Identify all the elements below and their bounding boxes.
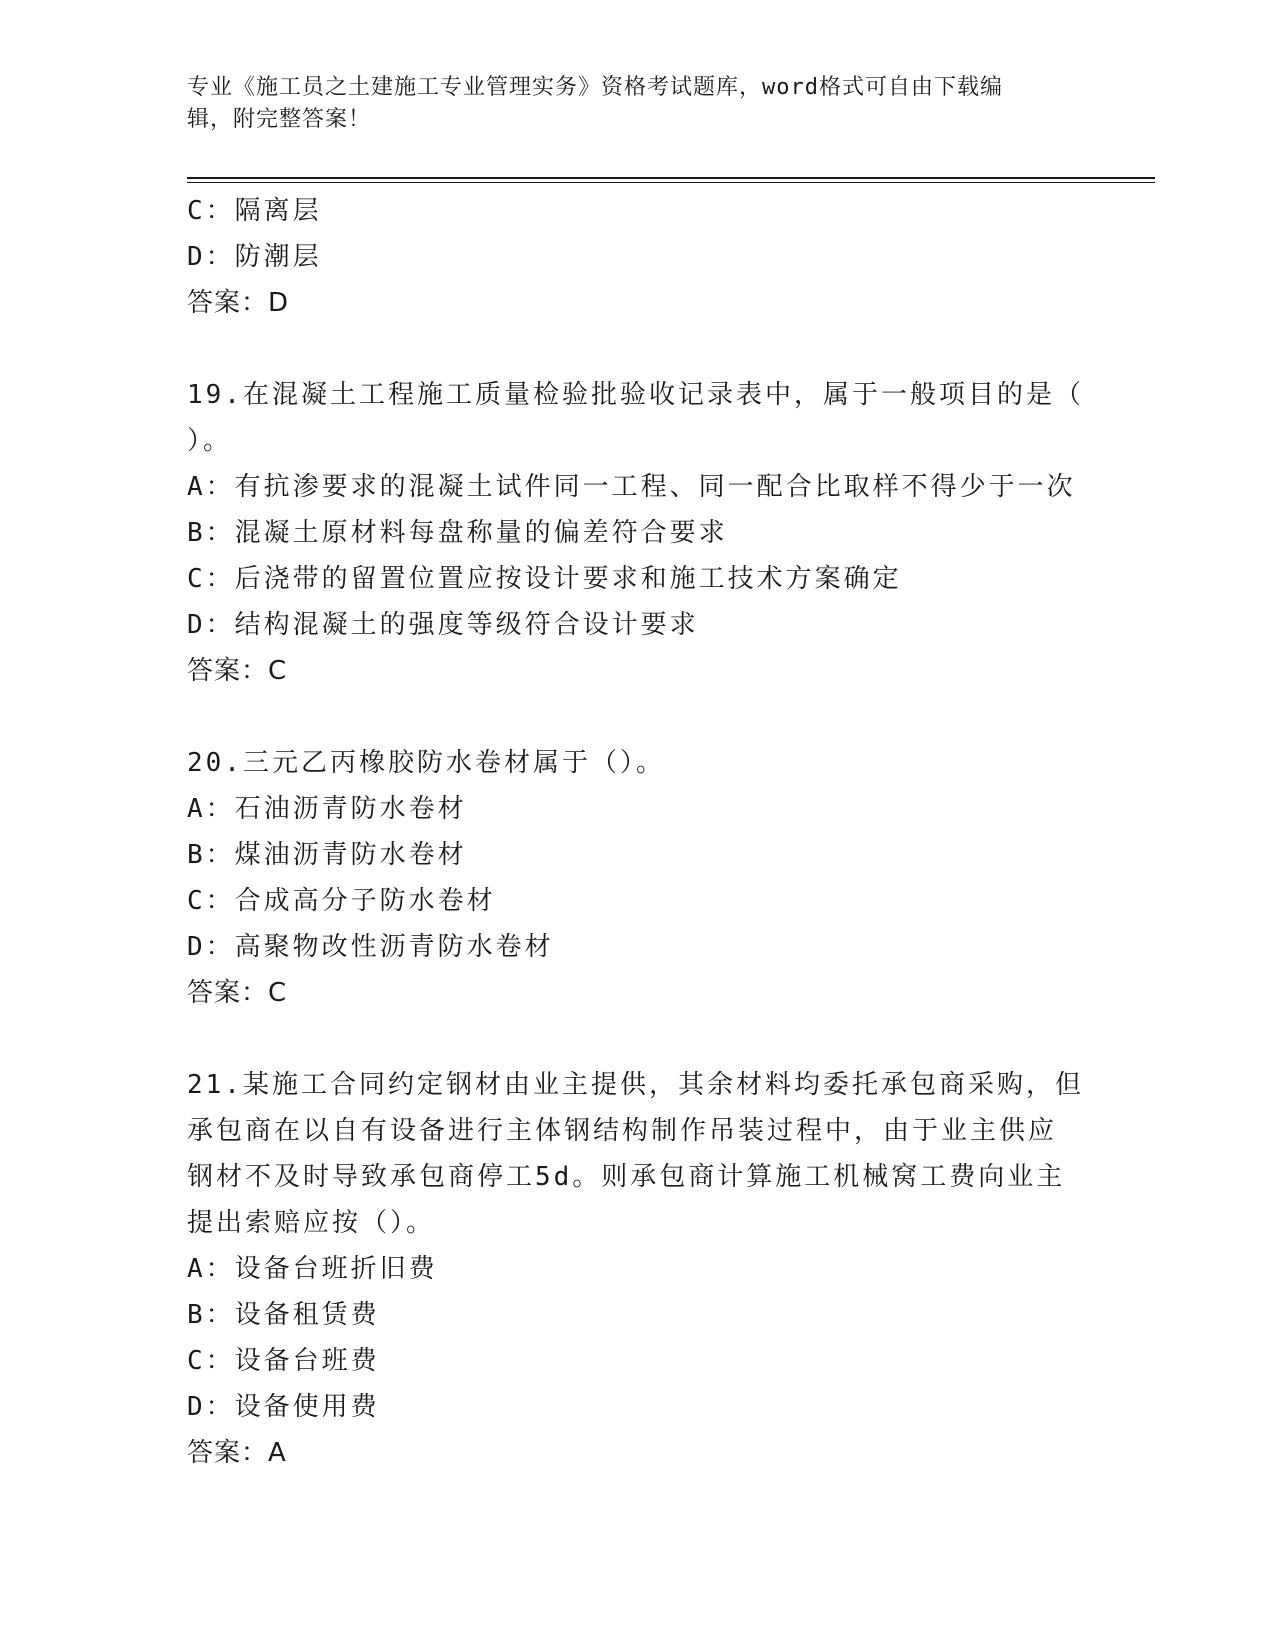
question-stem-line: 钢材不及时导致承包商停工5d。则承包商计算施工机械窝工费向业主 [187,1162,1066,1192]
option-d: D：防潮层 [187,242,322,272]
option-c: C：合成高分子防水卷材 [187,886,496,916]
spacer [187,326,1087,372]
prev-question-block [187,188,1087,326]
option-d: D：结构混凝土的强度等级符合设计要求 [187,610,699,640]
answer-line: 答案：C [187,978,288,1008]
spacer [187,1016,1087,1062]
option-b: B：设备租赁费 [187,1300,380,1330]
page-header [187,72,1067,136]
question-20 [187,740,1087,1016]
question-stem-line: 19.在混凝土工程施工质量检验批验收记录表中，属于一般项目的是（ [187,380,1084,410]
question-19 [187,372,1087,694]
question-stem-line: ）。 [187,426,233,456]
answer-line: 答案：C [187,656,288,686]
header-line-2: 辑，附完整答案！ [187,107,372,132]
option-b: B：混凝土原材料每盘称量的偏差符合要求 [187,518,728,548]
option-a: A：设备台班折旧费 [187,1254,438,1284]
question-stem-line: 承包商在以自有设备进行主体钢结构制作吊装过程中，由于业主供应 [187,1116,1058,1146]
option-a: A：有抗渗要求的混凝土试件同一工程、同一配合比取样不得少于一次 [187,472,1076,502]
option-a: A：石油沥青防水卷材 [187,794,467,824]
question-content [187,188,1087,1476]
header-rule-thin [187,182,1155,183]
header-rule-thick [187,177,1155,179]
option-c: C：设备台班费 [187,1346,380,1376]
header-line-1: 专业《施工员之土建施工专业管理实务》资格考试题库，word格式可自由下载编 [187,75,1003,100]
option-c: C：隔离层 [187,196,322,226]
question-stem-line: 21.某施工合同约定钢材由业主提供，其余材料均委托承包商采购，但 [187,1070,1084,1100]
option-c: C：后浇带的留置位置应按设计要求和施工技术方案确定 [187,564,902,594]
question-21 [187,1062,1087,1476]
option-d: D：高聚物改性沥青防水卷材 [187,932,554,962]
question-stem-line: 20.三元乙丙橡胶防水卷材属于（）。 [187,748,665,778]
option-b: B：煤油沥青防水卷材 [187,840,467,870]
option-d: D：设备使用费 [187,1392,380,1422]
spacer [187,694,1087,740]
answer-line: 答案：D [187,288,290,318]
question-stem-line: 提出索赔应按（）。 [187,1208,436,1238]
answer-line: 答案：A [187,1438,287,1468]
